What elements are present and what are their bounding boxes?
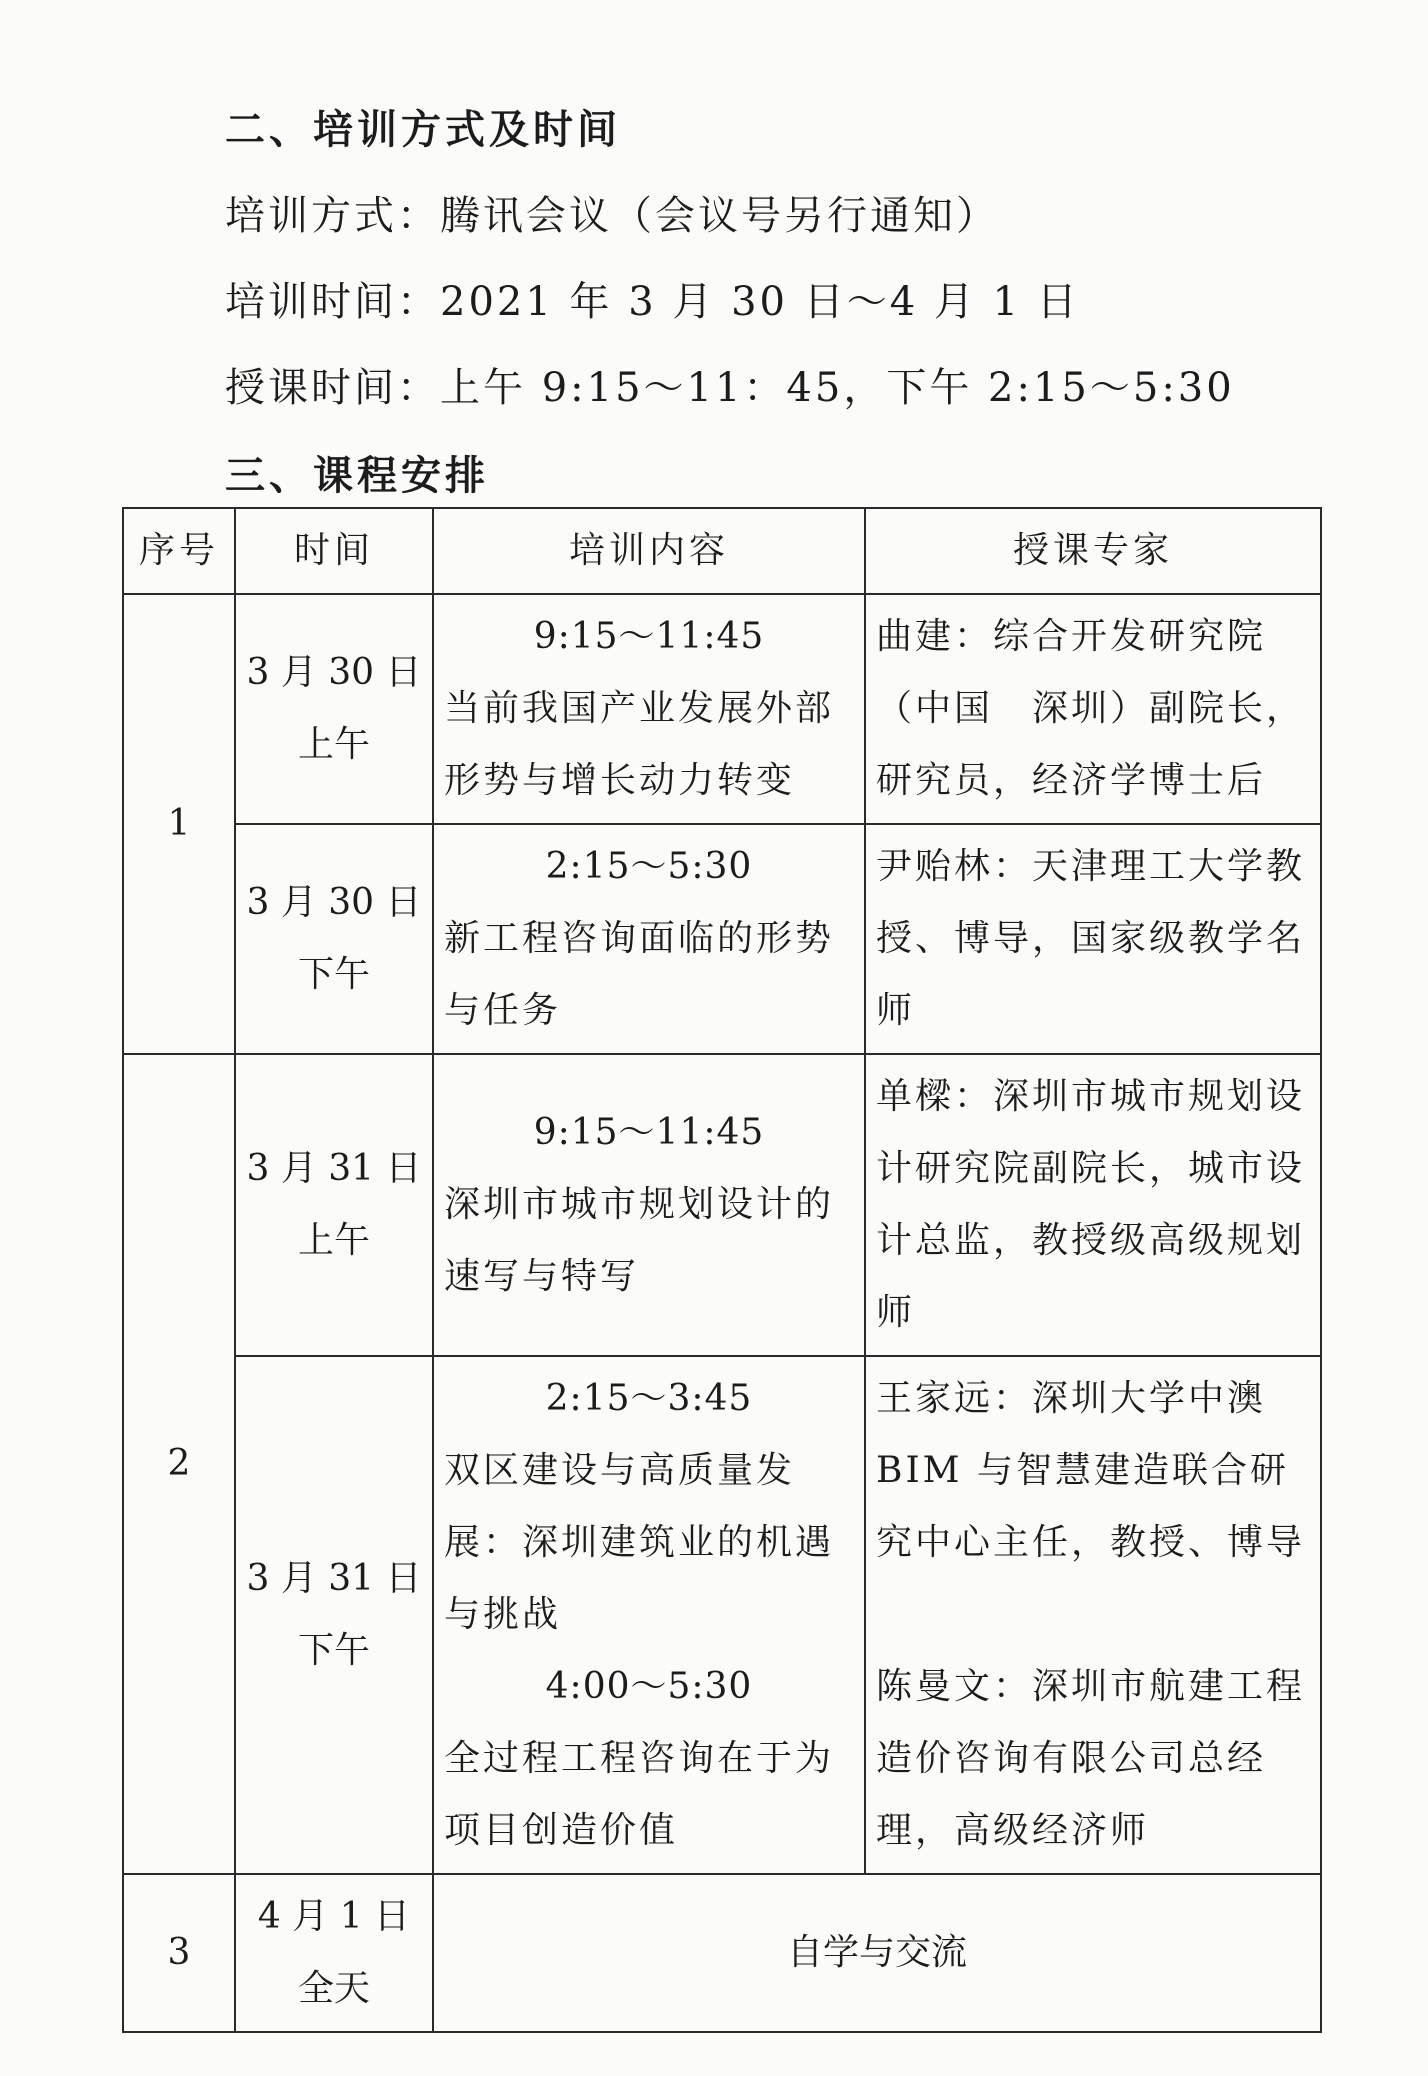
expert-2: 陈曼文：深圳市航建工程造价咨询有限公司总经理，高级经济师 — [876, 1666, 1306, 1851]
session-expert: 曲建：综合开发研究院（中国 深圳）副院长，研究员，经济学博士后 — [865, 594, 1321, 824]
table-header-row — [123, 508, 1321, 594]
session-hours: 9:15～11:45 — [533, 1112, 765, 1153]
table-row — [123, 824, 1321, 1054]
training-dates: 培训时间：2021 年 3 月 30 日～4 月 1 日 — [225, 279, 1080, 325]
session-period: 下午 — [297, 1630, 370, 1671]
session-content — [433, 1054, 865, 1356]
session-date: 4 月 1 日 — [257, 1896, 411, 1937]
table-row — [123, 1356, 1321, 1874]
session-expert: 单樑：深圳市城市规划设计研究院副院长，城市设计总监，教授级高级规划师 — [865, 1054, 1321, 1356]
session-period: 下午 — [297, 954, 370, 995]
session-time — [235, 1874, 433, 2032]
session-content — [433, 1356, 865, 1874]
section3-heading: 三、课程安排 — [225, 453, 489, 499]
session-hours-2: 4:00～5:30 — [545, 1666, 753, 1707]
row-number: 1 — [123, 594, 235, 1054]
row-number: 2 — [123, 1054, 235, 1874]
session-date: 3 月 31 日 — [246, 1558, 422, 1599]
table-row — [123, 1874, 1321, 2032]
header-expert: 授课专家 — [865, 508, 1321, 594]
session-date: 3 月 30 日 — [246, 882, 422, 923]
table-row — [123, 1054, 1321, 1356]
session-hours: 2:15～3:45 — [545, 1378, 753, 1419]
header-no: 序号 — [123, 508, 235, 594]
training-mode: 培训方式：腾讯会议（会议号另行通知） — [225, 193, 999, 239]
session-topic: 双区建设与高质量发展：深圳建筑业的机遇与挑战 — [444, 1450, 835, 1635]
session-hours: 2:15～5:30 — [545, 846, 753, 887]
session-expert: 尹贻林：天津理工大学教授、博导，国家级教学名师 — [865, 824, 1321, 1054]
session-date: 3 月 31 日 — [246, 1148, 422, 1189]
header-time: 时间 — [235, 508, 433, 594]
section2-heading: 二、培训方式及时间 — [225, 107, 621, 153]
session-time — [235, 1054, 433, 1356]
session-content — [433, 824, 865, 1054]
expert-1: 王家远：深圳大学中澳 BIM 与智慧建造联合研究中心主任，教授、博导 — [876, 1378, 1306, 1563]
session-expert — [865, 1356, 1321, 1874]
session-time — [235, 1356, 433, 1874]
session-hours: 9:15～11:45 — [533, 616, 765, 657]
session-content — [433, 594, 865, 824]
session-time — [235, 594, 433, 824]
session-date: 3 月 30 日 — [246, 652, 422, 693]
row-number: 3 — [123, 1874, 235, 2032]
session-topic: 当前我国产业发展外部形势与增长动力转变 — [444, 688, 835, 801]
course-schedule-table — [122, 507, 1322, 2033]
session-time — [235, 824, 433, 1054]
session-topic: 深圳市城市规划设计的速写与特写 — [444, 1184, 835, 1297]
self-study: 自学与交流 — [433, 1874, 1321, 2032]
lecture-hours: 授课时间：上午 9:15～11：45，下午 2:15～5:30 — [225, 365, 1235, 411]
session-period: 上午 — [297, 1220, 370, 1261]
session-period: 上午 — [297, 724, 370, 765]
session-topic-2: 全过程工程咨询在于为项目创造价值 — [444, 1738, 835, 1851]
session-period: 全天 — [297, 1968, 370, 2009]
header-content: 培训内容 — [433, 508, 865, 594]
table-row — [123, 594, 1321, 824]
session-topic: 新工程咨询面临的形势与任务 — [444, 918, 835, 1031]
